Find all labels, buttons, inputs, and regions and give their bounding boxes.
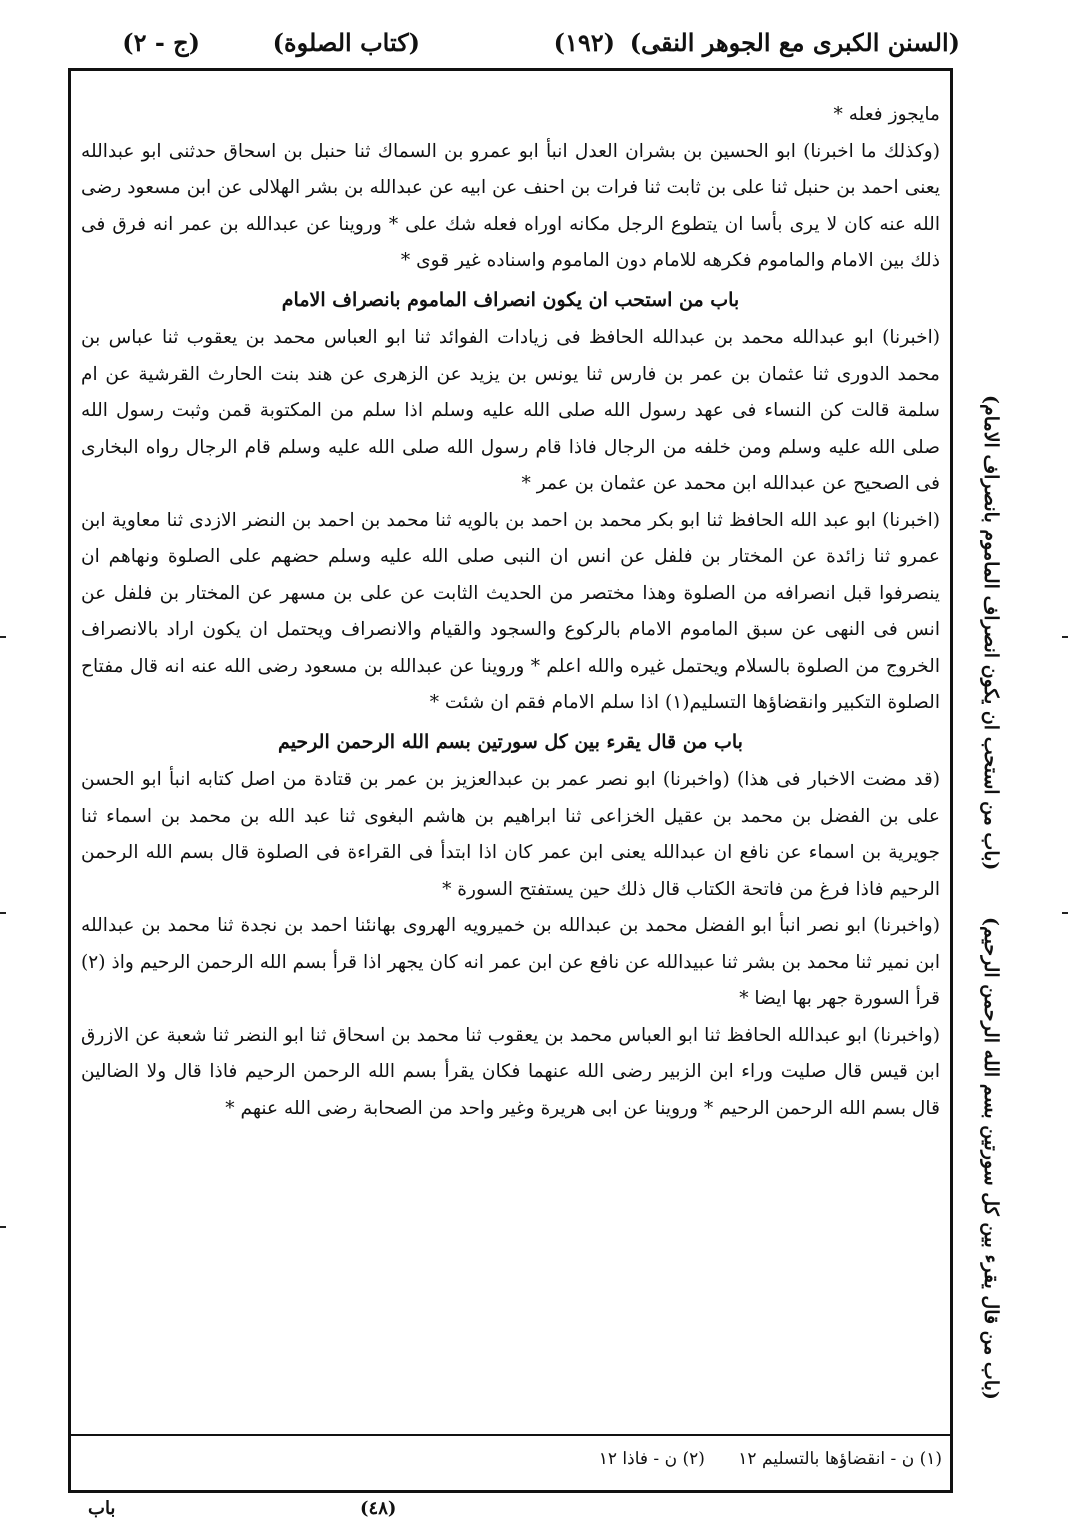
paragraph-2: (وكذلك ما اخبرنا) ابو الحسين بن بشران العدل انبأ ابو عمرو بن السماك ثنا حنبل بن اسحاق حدثنى ابو عبدالله يعنى احمد بن حنبل ثنا على بن ثابت ثنا فرات بن احنف عن ابيه عن عبدالله بن بشر الهلالى عن ابن مسعود رضى الله عنه كان لا يرى بأسا ان يتطوع الرجل مكانه اوراه فعله شك على * وروينا عن عبدالله بن عمر انه فرق فى ذلك بين الامام والماموم فكرهه للامام دون الماموم واسناده غير قوى *	[81, 140, 940, 271]
paragraph-1: مايجوز فعله *	[833, 104, 940, 125]
text-frame	[68, 68, 953, 1493]
book-title: (كتاب الصلوة)	[272, 28, 420, 57]
paragraph-4: (اخبرنا) ابو عبد الله الحافظ ثنا ابو بكر محمد بن احمد بن بالويه ثنا محمد بن احمد بن النضر الازدى ثنا معاوية ابن عمرو ثنا زائدة عن المختار بن فلفل عن انس ان النبى صلى الله عليه وسلم حضهم على الصلوة ونهاهم ان ينصرفوا قبل انصرافه من الصلوة وهذا مختصر من الحديث الثابت عن على بن مسهر عن المختار بن فلفل عن انس فى النهى عن سبق الماموم الامام بالركوع والسجود والقيام والانصراف ويحتمل ان يكون اراد بالانصراف الخروج من الصلوة بالسلام ويحتمل غيره والله اعلم * وروينا عن عبدالله بن مسعود رضى الله عنه انه قال مفتاح الصلوة التكبير وانقضاؤها التسليم(١) اذا سلم الامام فقم ان شئت *	[81, 509, 940, 713]
paragraph-5: (قد مضت الاخبار فى هذا) (واخبرنا) ابو نصر عمر بن عبدالعزيز بن عمر بن قتادة من اصل كتابه انبأ ابو الحسن على بن الفضل بن محمد بن عقيل الخزاعى ثنا ابراهيم بن هاشم البغوى ثنا عبد الله بن محمد بن اسماء ثنا جويرية بن اسماء عن نافع ان عبدالله يعنى ابن عمر كان اذا ابتدأ فى القراءة فى الصلوة قال بسم الله الرحمن الرحيم فاذا فرغ من فاتحة الكتاب قال ذلك حين يستفتح السورة *	[81, 769, 940, 900]
margin-note-2: (باب من قال يقرء بين كل سورتين بسم الله الرحمن الرحيم)	[980, 917, 1002, 1400]
paragraph-6: (واخبرنا) ابو نصر انبأ ابو الفضل محمد بن عبدالله بن خميرويه الهروى بهانئنا احمد بن نجدة ثنا محمد بن عبدالله ابن نمير ثنا محمد بن بشر ثنا عبيدالله عن نافع عن ابن عمر انه كان يجهر اذا قرأ بسم الله الرحمن الرحيم واذ (٢) قرأ السورة جهر بها ايضا *	[81, 915, 940, 1009]
scan-mark	[0, 912, 6, 914]
chapter-heading-2: باب من قال يقرء بين كل سورتين بسم الله الرحمن الرحيم	[278, 730, 743, 753]
scan-mark	[0, 636, 6, 638]
header-page-number: (١٩٢)	[553, 28, 615, 57]
running-title: (السنن الكبرى مع الجوهر النقى)	[629, 28, 960, 57]
main-text	[77, 77, 944, 1430]
footnote-1: (١) ن - انقضاؤها بالتسليم ١٢	[738, 1449, 942, 1469]
paragraph-3: (اخبرنا) ابو عبدالله محمد بن عبدالله الحافظ فى زيادات الفوائد ثنا ابو العباس محمد بن يعقوب ثنا عباس بن محمد الدورى ثنا عثمان بن عمر بن فارس ثنا يونس بن يزيد عن الزهرى عن هند بنت الحارث القرشية عن ام سلمة قالت كن النساء فى عهد رسول الله صلى الله عليه وسلم اذا سلم من المكتوبة قمن وثبت رسول الله صلى الله عليه وسلم ومن خلفه من الرجال فاذا قام رسول الله صلى الله عليه وسلم قام الرجال رواه البخارى فى الصحيح عن عبدالله ابن محمد عن عثمان بن عمر *	[81, 327, 940, 494]
chapter-heading-1: باب من استحب ان يكون انصراف الماموم بانصراف الامام	[281, 288, 740, 311]
footnote-divider	[71, 1434, 950, 1436]
volume-number: (ج - ٢)	[122, 28, 200, 57]
scan-mark	[0, 1226, 6, 1228]
footer-page-number: (٤٨)	[360, 1498, 397, 1519]
scan-mark	[1062, 912, 1068, 914]
catchword: باب	[88, 1498, 116, 1519]
scan-mark	[1062, 636, 1068, 638]
footnotes	[79, 1449, 942, 1469]
page-footer	[0, 1498, 1068, 1523]
page-header	[80, 22, 960, 62]
footnote-2: (٢) ن - فاذا ١٢	[598, 1449, 705, 1469]
paragraph-7: (واخبرنا) ابو عبدالله الحافظ ثنا ابو العباس محمد بن يعقوب ثنا محمد بن اسحاق ثنا ابو النضر ثنا شعبة عن الازرق ابن قيس قال صليت وراء ابن الزبير رضى الله عنهما فكان يقرأ بسم الله الرحمن الرحيم فاذا قال ولا الضالين قال بسم الله الرحمن الرحيم * وروينا عن ابى هريرة وغير واحد من الصحابة رضى الله عنهم *	[81, 1024, 940, 1119]
margin-note-1: (باب من استحب ان يكون انصراف الماموم بانصراف الامام)	[980, 394, 1002, 870]
